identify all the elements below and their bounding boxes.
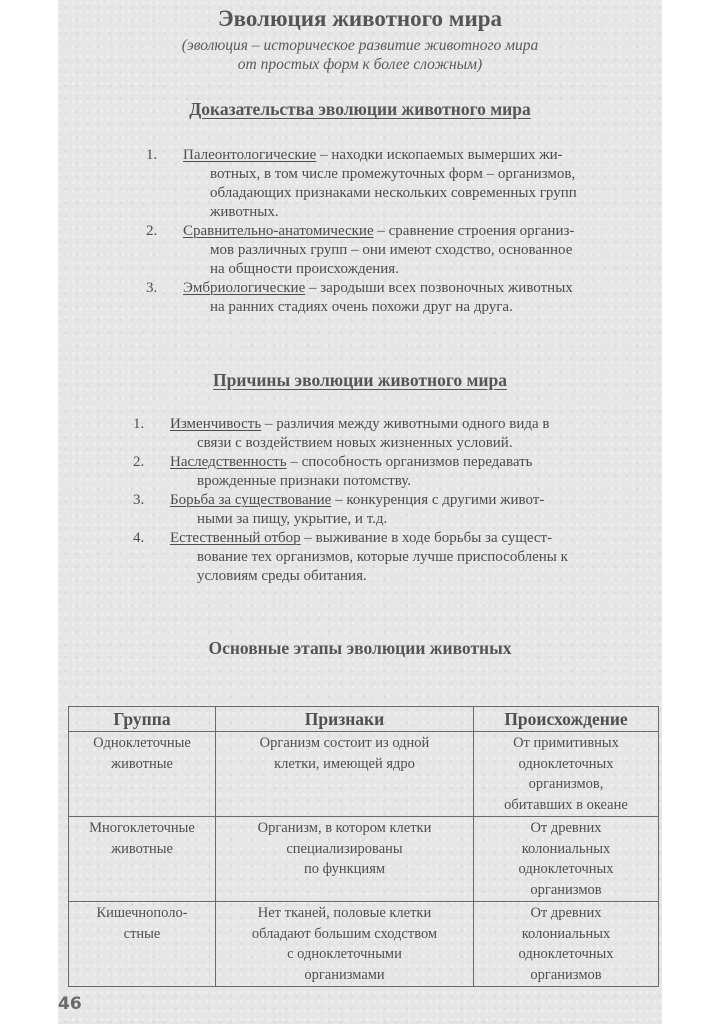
item-text: – различия между животными одного вида в <box>261 416 550 432</box>
item-continuation: условиям среды обитания. <box>197 568 367 584</box>
cell-line: стные <box>123 925 161 942</box>
cell-line: организмов <box>530 966 602 983</box>
cell-line: колониальных <box>521 840 611 857</box>
cell-group <box>69 817 216 902</box>
item-number: 1. <box>146 147 158 163</box>
item-text: – сравнение строения организ- <box>373 223 575 239</box>
cell-line: обладают большим сходством <box>251 925 438 942</box>
item-number: 1. <box>133 416 145 432</box>
evidence-heading-text: Доказательства эволюции животного мира <box>189 99 531 119</box>
column-header-features: Признаки <box>216 707 474 732</box>
cell-line: организмов <box>530 881 602 898</box>
item-continuation: вование тех организмов, которые лучше приспособлены к <box>197 549 568 565</box>
item-term: Палеонтологические <box>183 147 317 163</box>
item-text: – способность организмов передавать <box>286 454 533 470</box>
page-number: 46 <box>58 994 82 1014</box>
item-continuation: вотных, в том числе промежуточных форм – организмов, <box>210 166 576 182</box>
table-row <box>69 902 659 987</box>
item-number: 3. <box>133 492 145 508</box>
cell-group <box>69 732 216 817</box>
cell-line: одноклеточных <box>518 946 614 962</box>
cell-line: Организм состоит из одной <box>259 735 430 751</box>
cell-line: Организм, в котором клетки <box>257 820 432 836</box>
item-number: 2. <box>133 454 145 470</box>
list-item <box>146 279 666 317</box>
column-header-group: Группа <box>69 707 216 732</box>
cell-line: Нет тканей, половые клетки <box>257 905 432 921</box>
table-row <box>69 732 659 817</box>
item-continuation: на общности происхождения. <box>210 261 399 277</box>
evidence-list <box>146 146 666 317</box>
subtitle-line: от простых форм к более сложным) <box>237 56 483 73</box>
cell-origin <box>474 902 659 987</box>
item-term: Борьба за существование <box>170 492 332 508</box>
table-header-row <box>69 707 659 732</box>
item-continuation: обладающих признаками нескольких современных групп <box>210 185 577 201</box>
cell-line: Кишечнополо- <box>96 905 188 921</box>
item-term: Наследственность <box>170 454 287 470</box>
item-continuation: связи с воздействием новых жизненных условий. <box>197 435 513 451</box>
cell-line: клетки, имеющей ядро <box>274 755 415 772</box>
list-item <box>133 491 653 529</box>
cell-line: От примитивных <box>513 735 619 751</box>
list-item <box>133 415 653 453</box>
list-item <box>146 222 666 279</box>
page-title: Эволюция животного мира <box>217 6 502 31</box>
item-term: Естественный отбор <box>170 530 301 546</box>
item-continuation: ными за пищу, укрытие, и т.д. <box>197 511 388 527</box>
item-number: 3. <box>146 280 158 296</box>
cell-line: одноклеточных <box>518 861 614 877</box>
cell-line: обитавших в океане <box>504 796 628 813</box>
list-item <box>133 453 653 491</box>
cell-line: От древних <box>530 905 602 921</box>
item-text: – находки ископаемых вымерших жи- <box>316 147 563 163</box>
cell-line: От древних <box>530 820 602 836</box>
cell-features <box>216 732 474 817</box>
item-term: Сравнительно-анатомические <box>183 223 374 239</box>
column-header-origin: Происхождение <box>474 707 659 732</box>
cell-origin <box>474 732 659 817</box>
cell-line: колониальных <box>521 925 611 942</box>
cell-line: одноклеточных <box>518 755 614 772</box>
item-text: – выживание в ходе борьбы за сущест- <box>300 530 553 546</box>
list-item <box>146 146 666 222</box>
list-item <box>133 529 653 586</box>
item-term: Изменчивость <box>170 416 262 432</box>
item-continuation: животных. <box>210 204 279 220</box>
item-number: 4. <box>133 530 145 546</box>
item-continuation: на ранних стадиях очень похожи друг на друга. <box>210 299 513 315</box>
cell-line: с одноклеточными <box>287 946 402 962</box>
item-term: Эмбриологические <box>183 280 306 296</box>
cell-features <box>216 902 474 987</box>
item-continuation: мов различных групп – они имеют сходство, основанное <box>210 242 573 258</box>
subtitle-line: (эволюция – историческое развитие животного мира <box>181 37 539 54</box>
cell-line: животные <box>111 840 173 857</box>
cell-features <box>216 817 474 902</box>
table-row <box>69 817 659 902</box>
evidence-heading <box>58 99 662 120</box>
item-text: – зародыши всех позвоночных животных <box>305 280 573 296</box>
item-continuation: врожденные признаки потомству. <box>197 473 412 489</box>
cell-origin <box>474 817 659 902</box>
cell-line: Одноклеточные <box>93 735 191 751</box>
stages-heading: Основные этапы эволюции животных <box>208 638 512 658</box>
cell-line: организмов, <box>528 776 604 792</box>
cell-line: животные <box>111 755 173 772</box>
cell-line: по функциям <box>303 861 386 877</box>
item-text: – конкуренция с другими живот- <box>331 492 545 508</box>
cell-group <box>69 902 216 987</box>
item-number: 2. <box>146 223 158 239</box>
page-subtitle <box>58 36 662 74</box>
causes-heading <box>58 370 662 391</box>
causes-list <box>133 415 653 586</box>
cell-line: организмами <box>304 966 385 983</box>
stages-table <box>68 706 659 987</box>
cell-line: Многоклеточные <box>89 820 195 836</box>
cell-line: специализированы <box>286 840 403 857</box>
causes-heading-text: Причины эволюции животного мира <box>213 370 507 390</box>
